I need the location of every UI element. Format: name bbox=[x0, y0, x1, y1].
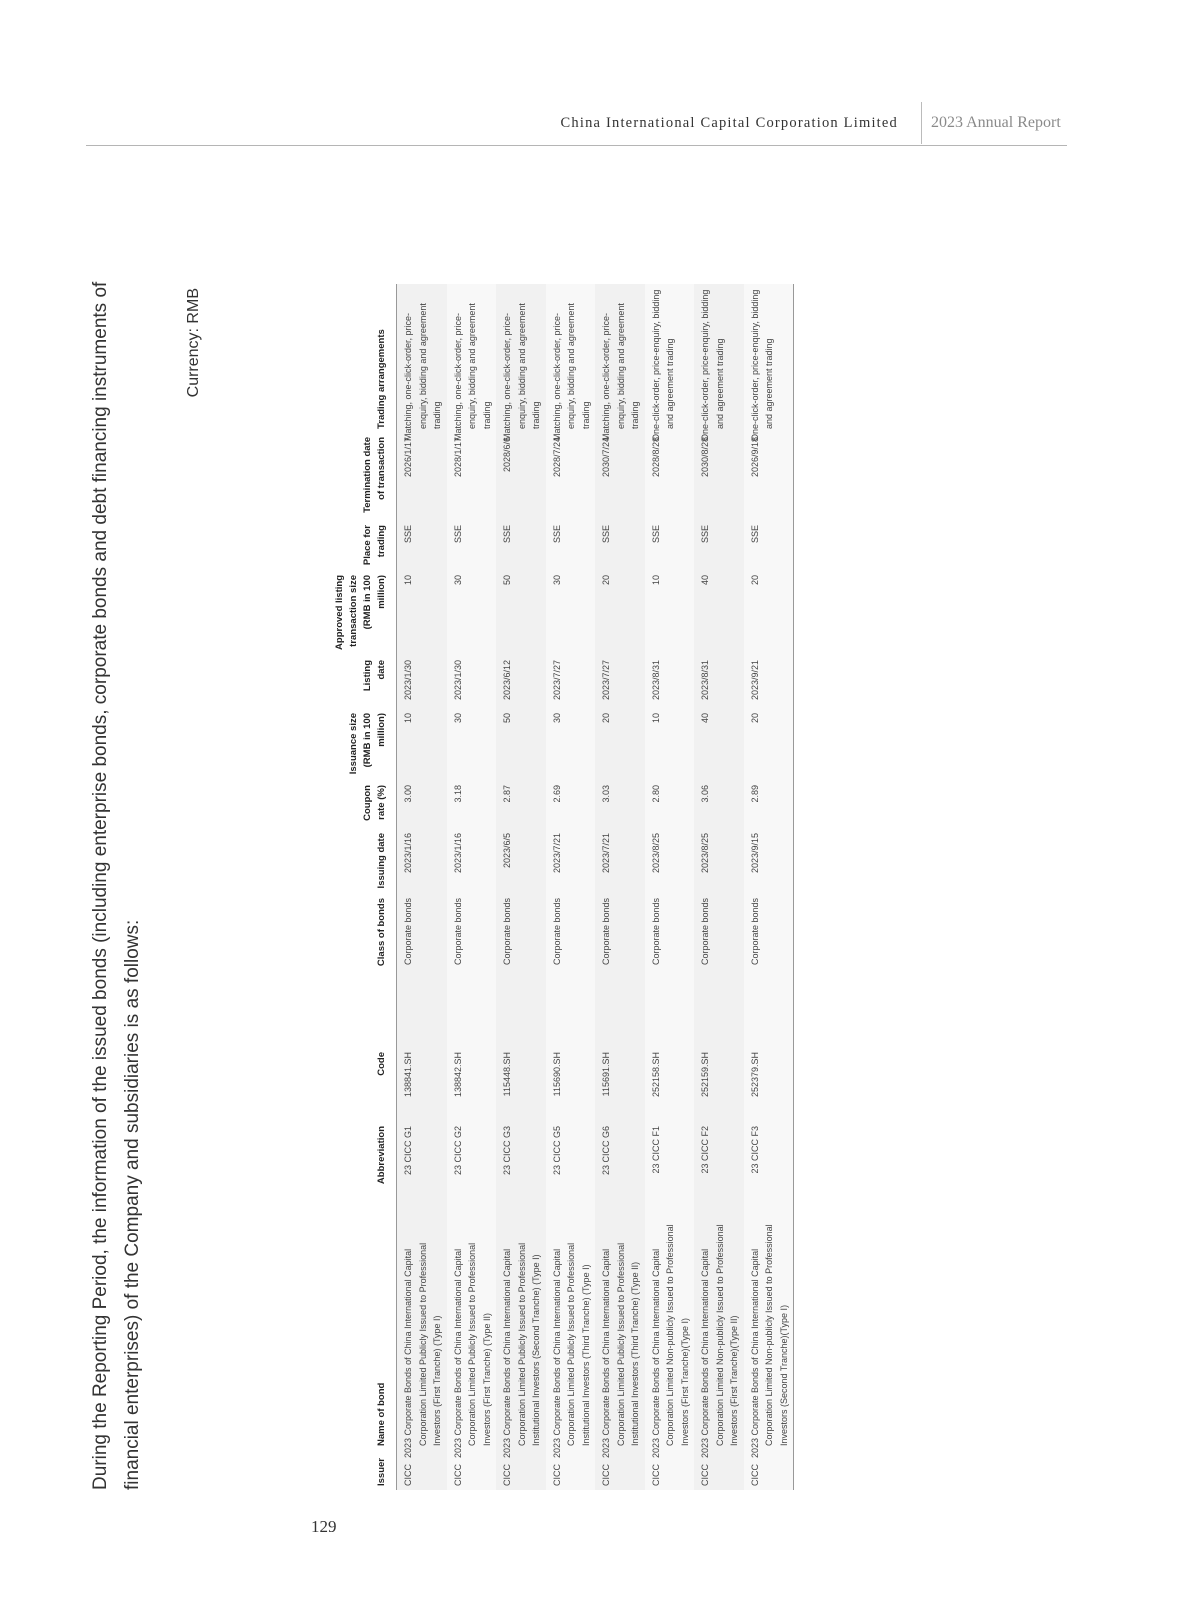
col-header-arrangements: Trading arrangements bbox=[330, 284, 397, 433]
cell-listing-date: 2023/8/31 bbox=[650, 660, 661, 701]
cell-name: 2023 Corporate Bonds of China International Capital Corporation Limited Publicly Issued to Professional Institutional Investors (Second Tranche) (Type I) bbox=[502, 1242, 541, 1458]
cell-issuing-date: 2023/6/5 bbox=[502, 833, 512, 869]
cell-abbreviation: 23 CICC F1 bbox=[650, 1126, 661, 1174]
cell-termination: 2026/1/17 bbox=[403, 437, 413, 478]
cell-name: 2023 Corporate Bonds of China International Capital Corporation Limited Non-publicly Issued to Professional Investors (First Tranche)(Type II) bbox=[700, 1224, 739, 1458]
cell-abbreviation: 23 CICC F2 bbox=[700, 1126, 710, 1174]
cell-issuer: CICC bbox=[403, 1464, 413, 1486]
bonds-table bbox=[330, 284, 794, 1490]
cell-issuing-date: 2023/8/25 bbox=[700, 833, 710, 874]
cell-class: Corporate bonds bbox=[601, 898, 611, 966]
cell-approved-size: 30 bbox=[452, 575, 463, 586]
col-header-coupon-rate: Coupon rate (%) bbox=[330, 781, 397, 829]
cell-coupon-rate: 3.18 bbox=[452, 785, 463, 803]
cell-issuer: CICC bbox=[502, 1464, 512, 1486]
cell-code: 252158.SH bbox=[650, 1052, 661, 1098]
cell-abbreviation: 23 CICC G3 bbox=[502, 1126, 512, 1176]
col-header-place: Place for trading bbox=[330, 521, 397, 571]
col-header-issuer: Issuer bbox=[330, 1450, 397, 1490]
table-header-row bbox=[330, 284, 397, 1490]
table-row bbox=[546, 284, 596, 1490]
cell-code: 252159.SH bbox=[700, 1052, 710, 1098]
cell-issuance-size: 20 bbox=[744, 709, 794, 781]
cell-issuing-date: 2023/8/25 bbox=[650, 833, 661, 874]
cell-issuance-size: 30 bbox=[551, 713, 562, 724]
cell-coupon-rate: 3.03 bbox=[601, 785, 611, 803]
cell-listing-date: 2023/1/30 bbox=[452, 660, 463, 701]
cell-arrangements: One-click-order, price-enquiry, bidding and agreement trading bbox=[700, 289, 725, 441]
cell-abbreviation: 23 CICC G1 bbox=[403, 1126, 413, 1176]
cell-arrangements: Matching, one-click-order, price-enquiry, bidding and agreement trading bbox=[551, 303, 591, 441]
cell-listing-date: 2023/7/27 bbox=[551, 660, 562, 701]
col-header-issuance-size: Issuance size (RMB in 100 million) bbox=[330, 709, 397, 781]
cell-approved-size: 40 bbox=[700, 575, 710, 586]
cell-place: SSE bbox=[452, 525, 463, 544]
cell-termination: 2026/9/18 bbox=[744, 433, 794, 521]
cell-coupon-rate: 2.89 bbox=[744, 781, 794, 829]
cell-coupon-rate: 3.06 bbox=[700, 785, 710, 803]
cell-class: Corporate bonds bbox=[403, 898, 413, 966]
cell-name: 2023 Corporate Bonds of China International Capital Corporation Limited Non-publicly Issued to Professional Investors (Second Tranche)(Type I) bbox=[744, 1202, 794, 1450]
cell-termination: 2028/8/28 bbox=[650, 437, 661, 478]
cell-coupon-rate: 3.00 bbox=[403, 785, 413, 803]
table-row bbox=[744, 284, 794, 1490]
intro-paragraph: During the Reporting Period, the information of the issued bonds (including enterprise bonds, corporate bonds and debt financing instruments of financial enterprises) of the Company and subsidiaries is as follows: bbox=[90, 281, 143, 1490]
cell-place: SSE bbox=[650, 525, 661, 544]
cell-termination: 2028/1/17 bbox=[452, 437, 463, 478]
cell-place: SSE bbox=[700, 525, 710, 544]
col-header-listing-date: Listing date bbox=[330, 656, 397, 709]
cell-termination: 2028/7/24 bbox=[551, 437, 562, 478]
cell-name: 2023 Corporate Bonds of China International Capital Corporation Limited Publicly Issued to Professional Institutional Investors (Third Tranche) (Type II) bbox=[601, 1242, 640, 1458]
cell-issuance-size: 20 bbox=[601, 713, 611, 724]
cell-approved-size: 10 bbox=[650, 575, 661, 586]
cell-termination: 2028/6/6 bbox=[502, 437, 512, 473]
cell-place: SSE bbox=[601, 525, 611, 544]
col-header-class: Class of bonds bbox=[330, 894, 397, 1048]
header-report-title: 2023 Annual Report bbox=[931, 114, 1061, 131]
cell-listing-date: 2023/7/27 bbox=[601, 660, 611, 701]
col-header-code: Code bbox=[330, 1048, 397, 1122]
cell-code: 252379.SH bbox=[744, 1048, 794, 1122]
cell-approved-size: 20 bbox=[744, 571, 794, 656]
cell-approved-size: 50 bbox=[502, 575, 512, 586]
cell-code: 138841.SH bbox=[403, 1052, 413, 1098]
cell-code: 115691.SH bbox=[601, 1052, 611, 1097]
table-row bbox=[645, 284, 695, 1490]
cell-name: 2023 Corporate Bonds of China International Capital Corporation Limited Publicly Issued to Professional Investors (First Tranche) (Type I) bbox=[403, 1242, 442, 1458]
cell-arrangements: Matching, one-click-order, price-enquiry, bidding and agreement trading bbox=[403, 303, 442, 441]
cell-issuance-size: 40 bbox=[700, 713, 710, 724]
rotated-content bbox=[85, 280, 1085, 1490]
cell-coupon-rate: 2.87 bbox=[502, 785, 512, 803]
cell-class: Corporate bonds bbox=[551, 898, 562, 966]
cell-approved-size: 10 bbox=[403, 575, 413, 586]
header-divider bbox=[921, 102, 922, 144]
cell-issuer: CICC bbox=[650, 1464, 661, 1486]
cell-issuer: CICC bbox=[744, 1450, 794, 1490]
cell-name: 2023 Corporate Bonds of China International Capital Corporation Limited Publicly Issued to Professional Investors (First Tranche) (Type II) bbox=[452, 1242, 492, 1458]
cell-abbreviation: 23 CICC G6 bbox=[601, 1126, 611, 1176]
table-row bbox=[447, 284, 497, 1490]
cell-class: Corporate bonds bbox=[650, 898, 661, 966]
cell-abbreviation: 23 CICC F3 bbox=[744, 1122, 794, 1202]
cell-issuing-date: 2023/9/15 bbox=[744, 829, 794, 894]
col-header-termination: Termination date of transaction bbox=[330, 433, 397, 521]
cell-termination: 2030/7/24 bbox=[601, 437, 611, 478]
cell-place: SSE bbox=[551, 525, 562, 544]
cell-code: 138842.SH bbox=[452, 1052, 463, 1098]
cell-name: 2023 Corporate Bonds of China International Capital Corporation Limited Non-publicly Issued to Professional Investors (First Tranche)(Type I) bbox=[650, 1224, 690, 1458]
cell-issuer: CICC bbox=[700, 1464, 710, 1486]
header-company-name: China International Capital Corporation Limited bbox=[560, 115, 898, 131]
cell-place: SSE bbox=[403, 525, 413, 544]
cell-arrangements: One-click-order, price-enquiry, bidding and agreement trading bbox=[744, 284, 794, 433]
cell-issuing-date: 2023/1/16 bbox=[403, 833, 413, 874]
cell-abbreviation: 23 CICC G5 bbox=[551, 1126, 562, 1176]
cell-issuing-date: 2023/7/21 bbox=[601, 833, 611, 874]
cell-approved-size: 20 bbox=[601, 575, 611, 586]
cell-issuer: CICC bbox=[601, 1464, 611, 1486]
cell-listing-date: 2023/6/12 bbox=[502, 660, 512, 701]
currency-note: Currency: RMB bbox=[185, 288, 202, 398]
cell-issuer: CICC bbox=[551, 1464, 562, 1486]
cell-issuer: CICC bbox=[452, 1464, 463, 1486]
cell-code: 115448.SH bbox=[502, 1052, 512, 1097]
cell-issuance-size: 10 bbox=[403, 713, 413, 724]
cell-issuing-date: 2023/1/16 bbox=[452, 833, 463, 874]
cell-arrangements: Matching, one-click-order, price-enquiry, bidding and agreement trading bbox=[452, 303, 492, 441]
cell-issuing-date: 2023/7/21 bbox=[551, 833, 562, 874]
cell-class: Corporate bonds bbox=[452, 898, 463, 966]
cell-place: SSE bbox=[744, 521, 794, 571]
cell-class: Corporate bonds bbox=[744, 894, 794, 1048]
cell-approved-size: 30 bbox=[551, 575, 562, 586]
cell-place: SSE bbox=[502, 525, 512, 544]
cell-class: Corporate bonds bbox=[700, 898, 710, 966]
cell-arrangements: Matching, one-click-order, price-enquiry, bidding and agreement trading bbox=[601, 303, 640, 441]
cell-issuance-size: 30 bbox=[452, 713, 463, 724]
cell-abbreviation: 23 CICC G2 bbox=[452, 1126, 463, 1176]
cell-coupon-rate: 2.69 bbox=[551, 785, 562, 803]
cell-issuance-size: 10 bbox=[650, 713, 661, 724]
col-header-issuing-date: Issuing date bbox=[330, 829, 397, 894]
cell-listing-date: 2023/9/21 bbox=[744, 656, 794, 709]
table-row bbox=[397, 284, 447, 1490]
cell-coupon-rate: 2.80 bbox=[650, 785, 661, 803]
col-header-approved-size: Approved listing transaction size (RMB in 100 million) bbox=[330, 571, 397, 656]
cell-code: 115690.SH bbox=[551, 1052, 562, 1097]
cell-issuance-size: 50 bbox=[502, 713, 512, 724]
page-number: 129 bbox=[311, 1517, 337, 1536]
col-header-abbreviation: Abbreviation bbox=[330, 1122, 397, 1202]
header-rule bbox=[86, 145, 1067, 146]
cell-class: Corporate bonds bbox=[502, 898, 512, 966]
cell-arrangements: One-click-order, price-enquiry, bidding and agreement trading bbox=[650, 289, 675, 441]
table-row bbox=[694, 284, 744, 1490]
table-row bbox=[595, 284, 645, 1490]
cell-listing-date: 2023/1/30 bbox=[403, 660, 413, 701]
table-row bbox=[496, 284, 546, 1490]
cell-termination: 2030/8/28 bbox=[700, 437, 710, 478]
cell-name: 2023 Corporate Bonds of China International Capital Corporation Limited Publicly Issued to Professional Institutional Investors (Third Tranche) (Type I) bbox=[551, 1242, 591, 1458]
col-header-name: Name of bond bbox=[330, 1202, 397, 1450]
cell-arrangements: Matching, one-click-order, price-enquiry, bidding and agreement trading bbox=[502, 303, 541, 441]
cell-listing-date: 2023/8/31 bbox=[700, 660, 710, 701]
